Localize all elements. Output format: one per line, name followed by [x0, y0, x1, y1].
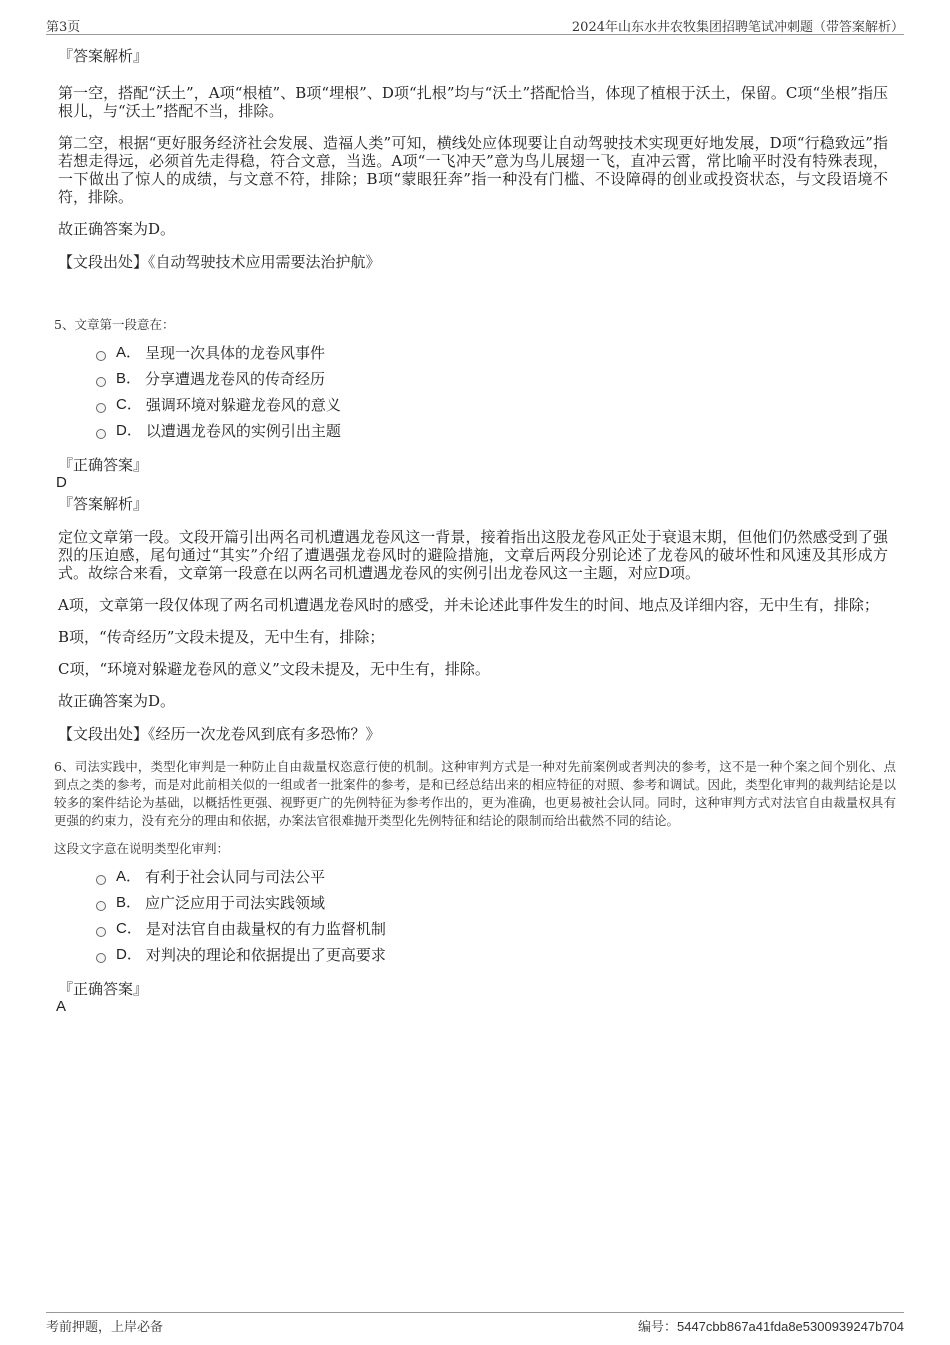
analysis-paragraph: 第一空，搭配“沃土”，A项“根植”、B项“埋根”、D项“扎根”均与“沃土”搭配恰当，体现了植根于沃土，保留。C项“坐根”指压根儿，与“沃土”搭配不当，排除。: [58, 84, 888, 120]
option-letter: B．: [116, 370, 142, 387]
radio-icon[interactable]: [96, 377, 106, 387]
analysis-paragraph: A项，文章第一段仅体现了两名司机遭遇龙卷风时的感受，并未论述此事件发生的时间、地点及详细内容，无中生有，排除；: [58, 596, 879, 614]
option-letter: D．: [116, 946, 142, 963]
analysis-paragraph: 第二空，根据“更好服务经济社会发展、造福人类”可知，横线处应体现要让自动驾驶技术实现更好地发展，D项“行稳致远”指若想走得远，必须首先走得稳，符合文意，当选。A项“一飞冲天”意为鸟儿展翅一飞，直冲云霄，常比喻平时没有特殊表现，一下做出了惊人的成绩，与文意不符，排除；B项“蒙眼狂奔”指一种没有门槛、不设障碍的创业或投资状态，与文段语境不符，排除。: [58, 134, 888, 206]
radio-icon[interactable]: [96, 875, 106, 885]
radio-icon[interactable]: [96, 351, 106, 361]
analysis-paragraph: 故正确答案为D。: [58, 692, 176, 710]
option-text: 应广泛应用于司法实践领域: [145, 894, 326, 912]
option-text: 对判决的理论和依据提出了更高要求: [145, 946, 386, 964]
correct-answer: A: [56, 998, 67, 1015]
radio-icon[interactable]: [96, 927, 106, 937]
option-letter: A．: [116, 868, 142, 885]
radio-icon[interactable]: [96, 901, 106, 911]
option-b[interactable]: [96, 894, 888, 920]
correct-answer-label: 『正确答案』: [58, 456, 149, 474]
option-text: 分享遭遇龙卷风的传奇经历: [145, 370, 326, 388]
option-letter: D．: [116, 422, 142, 439]
option-a[interactable]: [96, 344, 888, 370]
footer-slogan: 考前押题，上岸必备: [46, 1320, 164, 1335]
radio-icon[interactable]: [96, 953, 106, 963]
code-label: 编号：: [637, 1320, 677, 1335]
option-c[interactable]: [96, 396, 888, 422]
option-c[interactable]: [96, 920, 888, 946]
correct-answer-label: 『正确答案』: [58, 980, 149, 998]
option-text: 是对法官自由裁量权的有力监督机制: [145, 920, 386, 938]
analysis-paragraph: 故正确答案为D。: [58, 220, 176, 238]
question-stem: 这段文字意在说明类型化审判：: [54, 841, 230, 856]
option-list: [96, 344, 888, 448]
option-letter: B．: [116, 894, 142, 911]
option-list: [96, 868, 888, 972]
page-content: [54, 46, 896, 1018]
question-5: [54, 316, 888, 744]
source-citation: 【文段出处】《自动驾驶技术应用需要法治护航》: [58, 253, 381, 271]
analysis-label: 『答案解析』: [58, 495, 149, 513]
prev-question-analysis: [58, 46, 888, 272]
radio-icon[interactable]: [96, 403, 106, 413]
document-title: 2024年山东水井农牧集团招聘笔试冲刺题（带答案解析）: [571, 20, 904, 35]
option-letter: C．: [116, 920, 142, 937]
option-d[interactable]: [96, 422, 888, 448]
code-value: 5447cbb867a41fda8e5300939247b704: [676, 1319, 904, 1334]
question-passage: 6、司法实践中，类型化审判是一种防止自由裁量权恣意行使的机制。这种审判方式是一种对先前案例或者判决的参考，这不是一种个案之间个别化、点到点之类的参考，而是对此前相关似的一组或者一批案件的参考，是和已经总结出来的相应特征的对照、参考和调试。因此，类型化审判的裁判结论是以较多的案件结论为基础，以概括性更强、视野更广的先例特征为参考作出的，更为准确，也更易被社会认同。同时，这种审判方式对法官自由裁量权具有更强的约束力，没有充分的理由和依据，办案法官很难抛开类型化先例特征和结论的限制而给出截然不同的结论。: [54, 759, 896, 828]
option-text: 呈现一次具体的龙卷风事件: [145, 344, 326, 362]
option-text: 以遭遇龙卷风的实例引出主题: [145, 422, 341, 440]
option-a[interactable]: [96, 868, 888, 894]
page-number: 第3页: [46, 20, 81, 35]
option-text: 强调环境对躲避龙卷风的意义: [145, 396, 341, 414]
document-code: [638, 1316, 904, 1335]
question-stem: 5、文章第一段意在：: [54, 317, 175, 332]
analysis-paragraph: B项，“传奇经历”文段未提及，无中生有，排除；: [58, 628, 385, 646]
source-citation: 【文段出处】《经历一次龙卷风到底有多恐怖？》: [58, 725, 381, 743]
question-6: [54, 758, 896, 1016]
page-footer: [46, 1312, 904, 1335]
option-text: 有利于社会认同与司法公平: [145, 868, 326, 886]
radio-icon[interactable]: [96, 429, 106, 439]
page-header: [46, 14, 904, 35]
option-d[interactable]: [96, 946, 888, 972]
option-b[interactable]: [96, 370, 888, 396]
option-letter: A．: [116, 344, 142, 361]
analysis-paragraph: C项，“环境对躲避龙卷风的意义”文段未提及，无中生有，排除。: [58, 660, 490, 678]
option-letter: C．: [116, 396, 142, 413]
analysis-label: 『答案解析』: [58, 47, 149, 65]
analysis-paragraph: 定位文章第一段。文段开篇引出两名司机遭遇龙卷风这一背景，接着指出这股龙卷风正处于衰退末期，但他们仍然感受到了强烈的压迫感，尾句通过“其实”介绍了遭遇强龙卷风时的避险措施，文章后两段分别论述了龙卷风的破坏性和风速及其形成方式。故综合来看，文章第一段意在以两名司机遭遇龙卷风的实例引出龙卷风这一主题，对应D项。: [58, 528, 888, 582]
correct-answer: D: [56, 474, 67, 491]
